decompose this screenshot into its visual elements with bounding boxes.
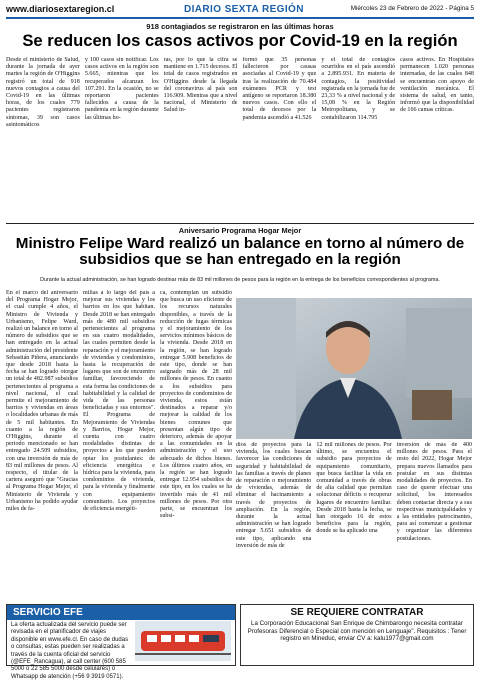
article2-col-3: ca, contemplan un subsidio que busca un uso eficiente de los recursos naturales disponibles, a través de la reducción de fugas térmicas y el mejoramiento de los servicios mínimos básicos de la vivienda. Desde 2018 en la región, se han logrado entregar 5.908 beneficios de este tipo, donde se han asignado más de 28 mil millones de pesos. En cuanto a los subsidios para proyectos de condominios de vivienda, estos están destinados a reparar y/o mejorar la calidad de los bienes comunes que presentan algún tipo de deterioro, además de apoyar a las comunidades en la administración y el uso adecuado de dichos bienes. Los últimos cuatro años, en la región se han logrado entregar 12.954 subsidios de este tipo, en los cuales se ha invertido más de 41 mil millones de pesos. Por otra parte, se encuentran los subsi-	[160, 290, 232, 520]
article2-body-right	[236, 442, 472, 602]
article1-title: Se reducen los casos activos por Covid-19 en la región	[22, 31, 458, 50]
article2-col-2: milias a lo largo del país a mejorar sus viviendas y los barrios en los que habitan. Desde 2018 se han entregado más de 480 mil subsidios pertenecientes al programa en sus cuatro modalidades, las cuales permiten desde la reparación y el mejoramiento de viviendas y condominios, hasta la recuperación de lugares que son de encuentro familiar, favoreciendo de esta forma las condiciones de habitabilidad y la calidad de vida de las personas beneficiadas y sus entornos". El Programa de Mejoramiento de Viviendas y Barrios, Hogar Mejor, cuenta con cuatro modalidades distintas de proyectos a los que pueden optar los postulantes: de eficiencia energética e hídrica para la vivienda, para condominios de vivienda, para la vivienda y finalmente con equipamiento comunitario. Los proyectos de eficiencia energéti-	[83, 290, 155, 513]
article1-col-6: casos activos. En Hospitales permanecen 1.020 personas internadas, de las cuales 848 se encuentran con apoyo de ventilación mecánica. El sistema de salud, en tanto, informó que la disponibilidad de 166 camas críticas.	[400, 57, 474, 114]
article2-deck: Durante la actual administración, se han logrado destinar más de 83 mil millones de pesos para la región en la entrega de los beneficios correspondientes al programa.	[40, 277, 440, 283]
article1-body	[6, 57, 474, 221]
article2-kicker: Aniversario Programa Hogar Mejor	[178, 226, 302, 235]
article1-col-4: formó que 35 personas fallecieron por causas asociadas al Covid-19 y que tras la realización de 70.484 exámenes PCR y test antígeno se reportaron 18.380 nuevos casos. Con ello el total de decesos por la pandemia ascendió a 41.526	[242, 57, 317, 121]
article2-title: Ministro Felipe Ward realizó un balance en torno al número de subsidios que se han entregado en la región	[15, 235, 465, 268]
efe-ad	[6, 604, 236, 680]
article1-col-3: ras, por lo que la cifra se mantiene en 1.715 decesos. El total de casos registrados en O'Higgins desde la llegada del coronavirus al país son 116.909. Mientras que a nivel nacional, el Ministerio de Salud in-	[163, 57, 238, 114]
hiring-ad	[240, 604, 474, 666]
minister-photo	[236, 298, 472, 439]
date-page: Miércoles 23 de Febrero de 2022 - Página 5	[350, 5, 474, 12]
article1-col-1: Desde el ministerio de Salud, durante la jornada de ayer martes la región de O'Higgins registró un total de 918 nuevos contagios a causa del Covid-19 en las últimas horas, de los cuales 779 pacientes registraron síntomas, 39 son casos asintomáticos	[6, 57, 80, 128]
article2-col-6: inversión de más de 400 millones de pesos. Para el resto del 2022, Hogar Mejor prepara nuevos llamados para postular en sus distintas modalidades de proyectos. En caso de querer efectuar una solicitud, los interesados deben contactar directa y a sus respectivas municipalidades y a las entidades patrocinantes, para así comenzar a gestionar y organizar las diferentes postulaciones.	[396, 442, 472, 542]
efe-ad-text: La oferta actualizada del servicio puede ser revisada en el planificador de viajes disponible en www.efe.cl. En caso de dudas o consultas, estas pueden ser realizadas a través de la cuenta oficial del servicio (@EFE_Rancagua), al call center (600 585 5000 o 22 585 5000 desde celulares) o Whatsapp de atención (+56 9 3919 0571).	[11, 622, 129, 680]
masthead-rule	[6, 17, 474, 19]
newspaper-name: DIARIO SEXTA REGIÓN	[184, 4, 304, 15]
hiring-ad-title: SE REQUIERE CONTRATAR	[290, 607, 424, 618]
article1-col-2: y 100 casos sin notificar. Los casos activos en la región son 5.665, mientras que los recuperados alcanzan los 107.291. En la ocasión, no se reportaron pacientes fallecidos a causa de la pandemia en la región durante las últimas ho-	[84, 57, 159, 121]
section-divider	[6, 223, 474, 224]
efe-ad-title: SERVICIO EFE	[7, 605, 235, 620]
site-url[interactable]: www.diariosextaregion.cl	[6, 4, 115, 14]
train-illustration	[135, 621, 231, 661]
minister-photo-graphic	[236, 298, 472, 439]
article1-col-5: y el total de contagios ocurridos en el país ascendió a 2.895.931. En materia de contagios, la positividad registrada en la jornada fue de 23,33 % a nivel nacional y de 15,08 % en la Región Metropolitana, y se contabilizaron 114.795	[321, 57, 396, 121]
hiring-ad-text: La Corporación Educacional San Enrique de Chimbarongo necesita contratar Profesoras Diferencial o Especial con mención en Lenguaje". Requisitos : Tener registro en Mineduc, enviar CV a: kalu1977@gmail.com	[247, 620, 467, 643]
article2-col-4: dios de proyectos para la vivienda, los cuales buscan favorecer las condiciones de seguridad y habitabilidad de las familias a través de planes de reparación o mejoramiento de viviendas, además de eliminar el hacinamiento a través de proyectos de ampliación. En la región, durante la actual administración se han logrado entregar 5.651 subsidios de este tipo, aplicando una inversión de más de	[236, 442, 312, 549]
article2-col-1: En el marco del aniversario del Programa Hogar Mejor, el cual cumple 4 años, el Ministro de Vivienda y Urbanismo, Felipe Ward, realizó un balance en torno al número de subsidios que se han entregado en la actual administración del presidente Sebastián Piñera, anunciando que desde 2018 hasta la fecha se han logrado otorgar un total de 482.987 subsidios pertenecientes al programa a nivel nacional, el cual permite el mejoramiento de barrios y viviendas en áreas o localidades urbanas de más de 5 mil habitantes. En cuanto a la región de O'Higgins, durante el periodo mencionado se han entregado 24.509 subsidios, con una inversión de más de 83 mil millones de pesos. Al respecto, el titular de la cartera aseguró que "Gracias al Programa Hogar Mejor, el Ministerio de Vivienda y Urbanismo ha podido ayudar miles de fa-	[6, 290, 78, 513]
article2-col-5: 12 mil millones de pesos. Por último, se encuentra el subsidio para proyectos de equipamiento comunitario, que busca facilitar la vida en comunidad a través de obras de alta calidad que permitan solucionar déficits o recuperar lugares de encuentro familiar. Desde 2018 hasta la fecha, se han otorgado 16 de estos beneficios para la región, donde se ha aplicado una	[316, 442, 392, 535]
train-icon	[135, 621, 231, 661]
article1-kicker: 918 contagiados se registraron en las últimas horas	[146, 22, 334, 31]
masthead	[6, 4, 474, 18]
